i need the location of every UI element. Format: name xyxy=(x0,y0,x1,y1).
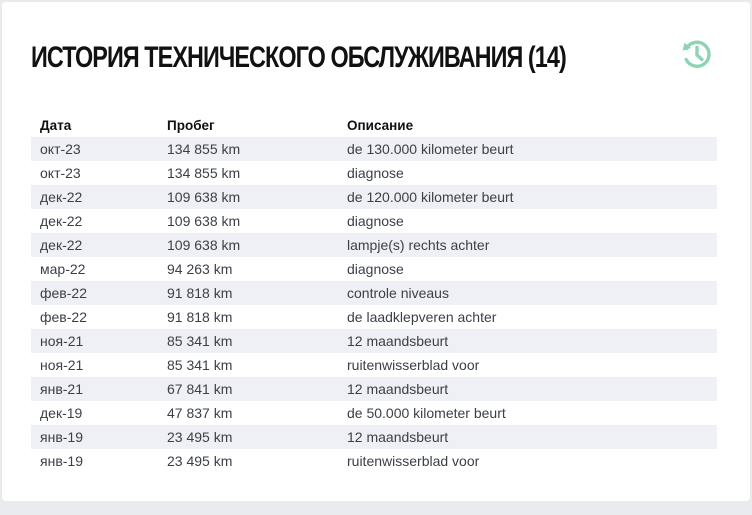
cell-description: diagnose xyxy=(347,165,404,181)
cell-date: фев-22 xyxy=(31,281,158,305)
column-header-mileage: Пробег xyxy=(167,117,215,133)
table-row xyxy=(31,137,717,161)
cell-date: окт-23 xyxy=(31,137,158,161)
table-row xyxy=(31,281,717,305)
table-row xyxy=(31,209,717,233)
cell-mileage: 109 638 km xyxy=(158,233,338,257)
table-row xyxy=(31,401,717,425)
cell-description: diagnose xyxy=(347,213,404,229)
cell-description: de laadklepveren achter xyxy=(347,309,497,325)
cell-mileage: 85 341 km xyxy=(158,329,338,353)
table-row xyxy=(31,353,717,377)
table-row xyxy=(31,161,717,185)
cell-description: ruitenwisserblad voor xyxy=(347,357,480,373)
maintenance-history-card xyxy=(2,2,750,501)
cell-date: фев-22 xyxy=(40,309,87,325)
cell-mileage: 67 841 km xyxy=(158,377,338,401)
cell-date: мар-22 xyxy=(40,261,86,277)
cell-mileage: 109 638 km xyxy=(158,185,338,209)
table-row xyxy=(31,449,717,473)
cell-date: янв-19 xyxy=(40,453,83,469)
table-header-row xyxy=(31,113,717,137)
cell-description: de 130.000 kilometer beurt xyxy=(338,137,717,161)
column-header-description: Описание xyxy=(347,117,414,133)
cell-mileage: 23 495 km xyxy=(158,425,338,449)
cell-description: 12 maandsbeurt xyxy=(338,329,717,353)
cell-date: ноя-21 xyxy=(31,329,158,353)
cell-description: de 50.000 kilometer beurt xyxy=(347,405,506,421)
table-row xyxy=(31,185,717,209)
cell-mileage: 94 263 km xyxy=(167,261,233,277)
maintenance-history-table xyxy=(31,113,717,473)
section-title: ИСТОРИЯ ТЕХНИЧЕСКОГО ОБСЛУЖИВАНИЯ (14) xyxy=(31,41,566,74)
cell-description: ruitenwisserblad voor xyxy=(347,453,480,469)
cell-description: 12 maandsbeurt xyxy=(338,425,717,449)
cell-date: дек-22 xyxy=(31,185,158,209)
cell-description: de 120.000 kilometer beurt xyxy=(338,185,717,209)
cell-date: дек-22 xyxy=(31,233,158,257)
cell-mileage: 134 855 km xyxy=(167,165,241,181)
cell-date: дек-22 xyxy=(40,213,83,229)
table-row xyxy=(31,257,717,281)
cell-date: окт-23 xyxy=(40,165,81,181)
cell-mileage: 23 495 km xyxy=(167,453,233,469)
cell-mileage: 85 341 km xyxy=(167,357,233,373)
table-row xyxy=(31,233,717,257)
cell-date: янв-21 xyxy=(31,377,158,401)
column-header-date: Дата xyxy=(40,117,72,133)
cell-mileage: 134 855 km xyxy=(158,137,338,161)
table-row xyxy=(31,329,717,353)
cell-description: 12 maandsbeurt xyxy=(338,377,717,401)
table-body xyxy=(31,137,717,473)
cell-mileage: 91 818 km xyxy=(167,309,233,325)
table-row xyxy=(31,425,717,449)
cell-description: controle niveaus xyxy=(338,281,717,305)
table-row xyxy=(31,305,717,329)
cell-description: lampje(s) rechts achter xyxy=(338,233,717,257)
table-row xyxy=(31,377,717,401)
cell-date: дек-19 xyxy=(40,405,83,421)
cell-date: ноя-21 xyxy=(40,357,84,373)
cell-mileage: 47 837 km xyxy=(167,405,233,421)
cell-description: diagnose xyxy=(347,261,404,277)
history-icon[interactable] xyxy=(678,36,714,72)
cell-mileage: 91 818 km xyxy=(158,281,338,305)
cell-date: янв-19 xyxy=(31,425,158,449)
cell-mileage: 109 638 km xyxy=(167,213,241,229)
